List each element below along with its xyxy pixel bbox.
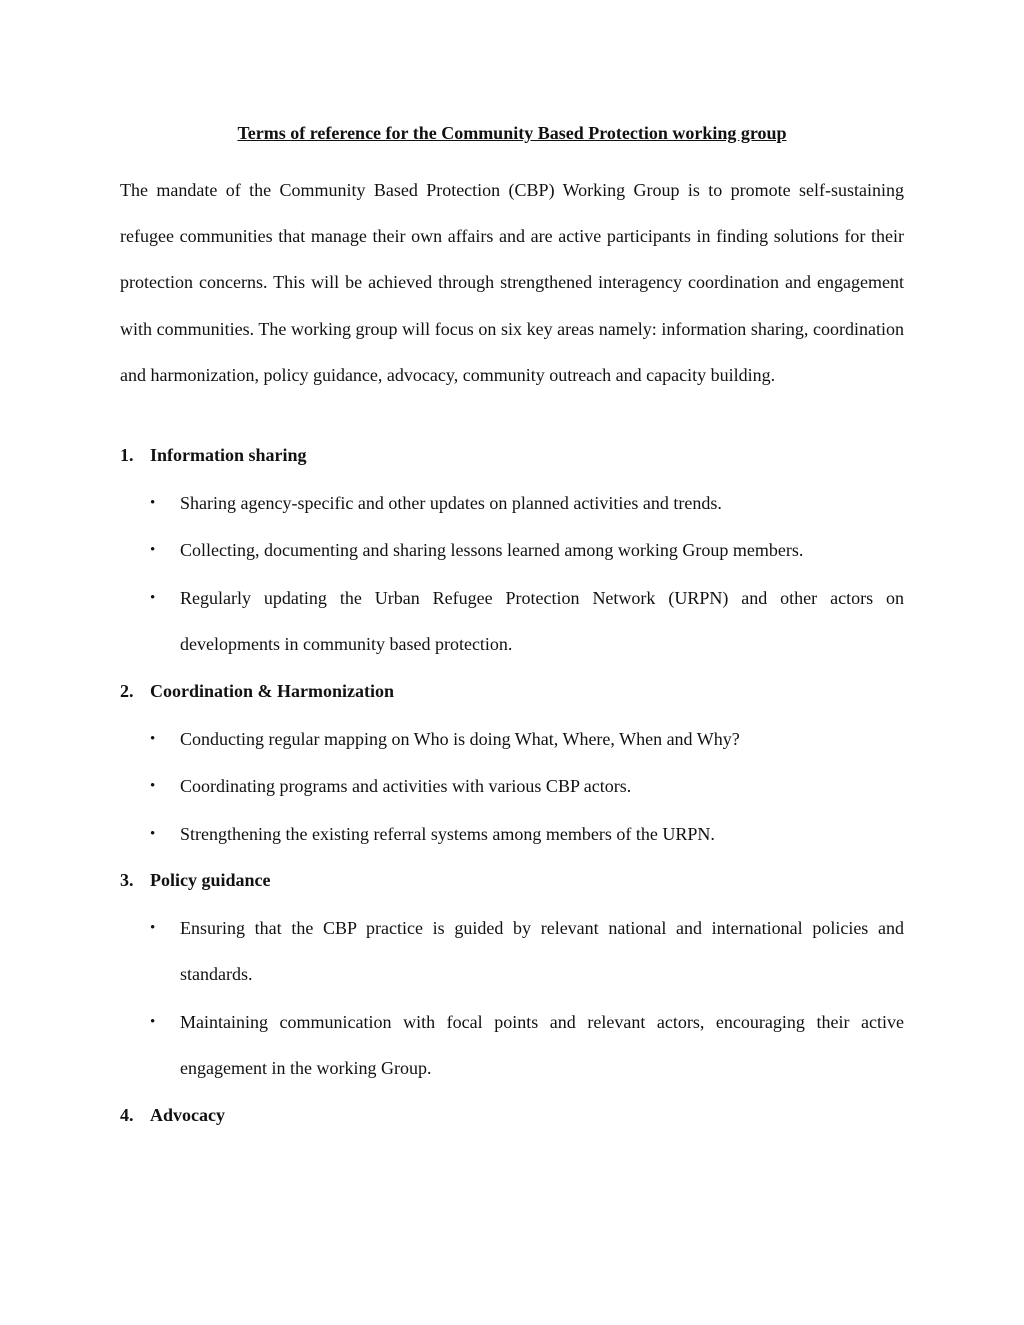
bullet-icon: • (150, 542, 156, 558)
bullet-icon: • (150, 731, 156, 747)
bullet-icon: • (150, 495, 156, 511)
list-item-text: Regularly updating the Urban Refugee Protection Network (URPN) and other actors on developments in community based protection. (180, 588, 904, 654)
list-item-text: Conducting regular mapping on Who is doing What, Where, When and Why? (180, 729, 740, 749)
list-item (150, 481, 904, 527)
section-heading-advocacy (120, 1104, 225, 1126)
section-title: Coordination & Harmonization (150, 681, 395, 701)
section-title: Advocacy (150, 1105, 225, 1125)
list-item-text: Strengthening the existing referral systems among members of the URPN. (180, 824, 715, 844)
list-item (150, 764, 904, 810)
document-title: Terms of reference for the Community Based Protection working group (237, 123, 787, 143)
section-number: 3. (120, 870, 134, 890)
bullet-icon: • (150, 920, 156, 936)
list-item (150, 812, 904, 858)
list-item (150, 906, 904, 997)
section-title: Policy guidance (150, 870, 271, 890)
list-item (150, 717, 904, 763)
section-number: 2. (120, 681, 134, 701)
section-heading-coordination (120, 680, 394, 702)
list-item (150, 1000, 904, 1091)
bullet-icon: • (150, 590, 156, 606)
list-item-text: Coordinating programs and activities with various CBP actors. (180, 776, 632, 796)
list-item (150, 576, 904, 667)
list-item-text: Sharing agency-specific and other updates on planned activities and trends. (180, 493, 722, 513)
intro-paragraph: The mandate of the Community Based Protection (CBP) Working Group is to promote self-sustaining refugee communities that manage their own affairs and are active participants in finding solutions for their protection concerns. This will be achieved through strengthened interagency coordination and engagement with communities. The working group will focus on six key areas namely: information sharing, coordination and harmonization, policy guidance, advocacy, community outreach and capacity building. (120, 180, 904, 385)
list-item-text: Maintaining communication with focal points and relevant actors, encouraging their active engagement in the working Group. (180, 1012, 904, 1078)
section-title: Information sharing (150, 445, 307, 465)
bullet-icon: • (150, 826, 156, 842)
section-number: 1. (120, 445, 134, 465)
section-heading-policy-guidance (120, 869, 271, 891)
section-heading-information-sharing (120, 444, 307, 466)
list-item (150, 528, 904, 574)
list-item-text: Collecting, documenting and sharing lessons learned among working Group members. (180, 540, 804, 560)
bullet-icon: • (150, 1014, 156, 1030)
list-item-text: Ensuring that the CBP practice is guided by relevant national and international policies and standards. (180, 918, 904, 984)
section-number: 4. (120, 1105, 134, 1125)
bullet-icon: • (150, 778, 156, 794)
